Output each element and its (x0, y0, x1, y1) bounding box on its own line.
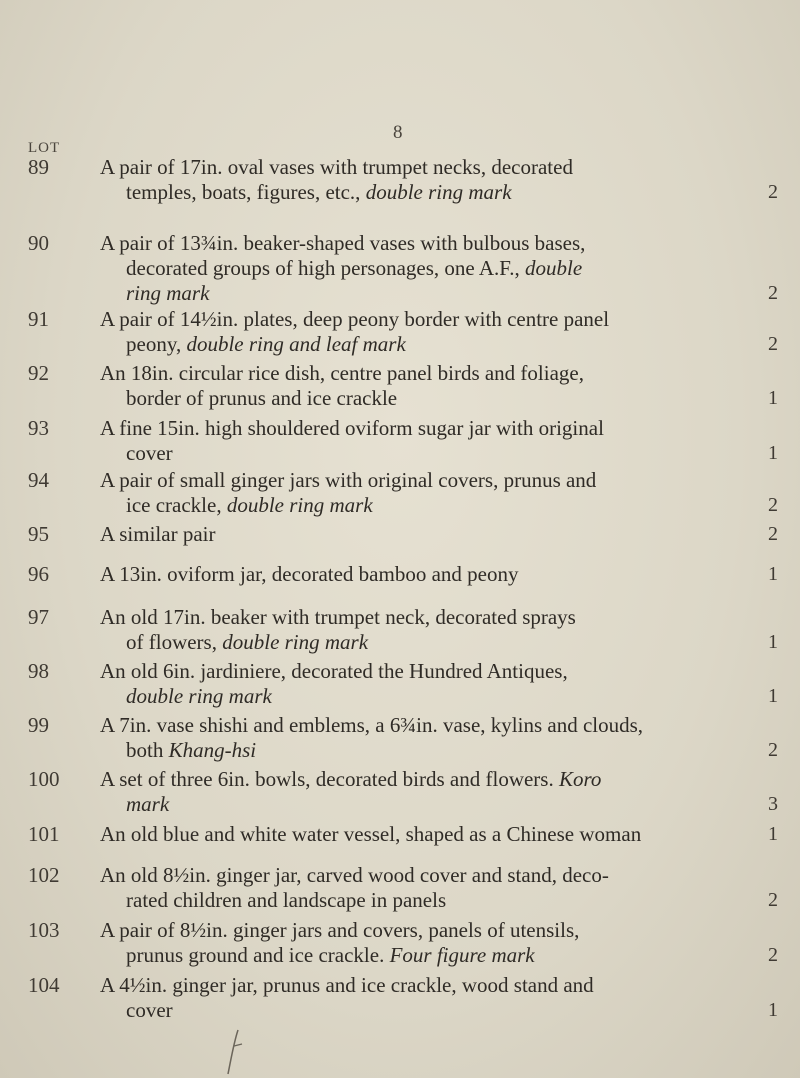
description-line-1: A pair of 8½in. ginger jars and covers, panels of utensils, (100, 918, 580, 942)
description-line-1: A fine 15in. high shouldered oviform sugar jar with original (100, 416, 604, 440)
lot-number: 91 (28, 307, 49, 331)
description-line-1: An old blue and white water vessel, shaped as a Chinese woman (100, 822, 642, 846)
description-line-2-text: peony, (126, 332, 187, 356)
description-line-1: An old 6in. jardiniere, decorated the Hundred Antiques, (100, 659, 568, 683)
lot-number: 98 (28, 659, 49, 683)
description-line-2-text: cover (126, 998, 173, 1022)
lot-description (100, 918, 712, 968)
description-line-2-italic: double ring mark (365, 180, 512, 204)
description-line-2-text: decorated groups of high personages, one A.F., (126, 256, 525, 280)
lot-number: 96 (28, 562, 49, 586)
lot-quantity: 1 (768, 685, 778, 707)
lot-description (100, 468, 712, 518)
description-line-2 (100, 684, 712, 709)
lot-number: 102 (28, 863, 60, 887)
description-line-1: A pair of 14½in. plates, deep peony border with centre panel (100, 307, 610, 331)
lot-quantity: 2 (768, 523, 778, 545)
lot-quantity: 3 (768, 793, 778, 815)
description-line-2-text: border of prunus and ice crackle (126, 386, 398, 410)
lot-description (100, 863, 712, 913)
description-line-2 (100, 630, 712, 655)
description-line-2-text: ice crackle, (126, 493, 227, 517)
page-number: 8 (393, 122, 403, 143)
lot-description (100, 713, 712, 763)
description-line-2-italic: double (524, 256, 583, 280)
lot-quantity: 1 (768, 563, 778, 585)
description-line-1: A set of three 6in. bowls, decorated birds and flowers. (100, 767, 559, 791)
lot-number: 93 (28, 416, 49, 440)
lot-description (100, 605, 712, 655)
description-line-2-text: prunus ground and ice crackle. (126, 943, 390, 967)
description-line-1-italic: Koro (558, 767, 602, 791)
lot-number: 100 (28, 767, 60, 791)
description-line-1: An old 17in. beaker with trumpet neck, decorated sprays (100, 605, 576, 629)
lot-column-header: LOT (28, 140, 61, 156)
description-line-1: A 7in. vase shishi and emblems, a 6¾in. vase, kylins and clouds, (100, 713, 644, 737)
description-line-1: A 13in. oviform jar, decorated bamboo and peony (100, 562, 519, 586)
description-line-1: A pair of 13¾in. beaker-shaped vases with bulbous bases, (100, 231, 586, 255)
description-line-2-italic: double ring mark (226, 493, 373, 517)
description-line-2 (100, 943, 712, 968)
description-line-2-italic: mark (126, 792, 170, 816)
lot-description (100, 973, 712, 1023)
lot-description (100, 361, 712, 411)
description-line-2-text: of flowers, (126, 630, 223, 654)
description-line-3 (100, 281, 712, 306)
lot-number: 94 (28, 468, 49, 492)
lot-number: 90 (28, 231, 49, 255)
description-line-2 (100, 998, 712, 1023)
lot-quantity: 2 (768, 944, 778, 966)
lot-number: 97 (28, 605, 49, 629)
description-line-2-italic: double ring mark (126, 684, 272, 708)
description-line-2 (100, 180, 712, 205)
lot-number: 99 (28, 713, 49, 737)
lot-quantity: 2 (768, 333, 778, 355)
lot-quantity: 1 (768, 387, 778, 409)
description-line-1: A similar pair (100, 522, 216, 546)
description-line-2 (100, 738, 712, 763)
description-line-2 (100, 256, 712, 281)
lot-quantity: 1 (768, 823, 778, 845)
lot-quantity: 1 (768, 442, 778, 464)
lot-quantity: 2 (768, 282, 778, 304)
lot-description (100, 231, 712, 306)
lot-number: 95 (28, 522, 49, 546)
description-line-2-italic: double ring mark (222, 630, 369, 654)
description-line-1: A 4½in. ginger jar, prunus and ice crackle, wood stand and (100, 973, 594, 997)
description-line-2 (100, 386, 712, 411)
lot-description (100, 822, 712, 847)
lot-description (100, 155, 712, 205)
lot-description (100, 659, 712, 709)
lot-quantity: 2 (768, 494, 778, 516)
lot-quantity: 2 (768, 739, 778, 761)
lot-description (100, 522, 712, 547)
description-line-1: A pair of 17in. oval vases with trumpet necks, decorated (100, 155, 573, 179)
lot-quantity: 2 (768, 181, 778, 203)
lot-number: 103 (28, 918, 60, 942)
lot-number: 104 (28, 973, 60, 997)
description-line-2-text: rated children and landscape in panels (126, 888, 447, 912)
lot-number: 92 (28, 361, 49, 385)
description-line-2 (100, 792, 712, 817)
description-line-2-text: cover (126, 441, 173, 465)
description-line-2 (100, 441, 712, 466)
description-line-3-italic: ring mark (126, 281, 210, 305)
pencil-mark-icon (224, 1028, 254, 1078)
lot-number: 101 (28, 822, 60, 846)
description-line-2 (100, 888, 712, 913)
description-line-1: An old 8½in. ginger jar, carved wood cover and stand, deco- (100, 863, 609, 887)
lot-description (100, 767, 712, 817)
description-line-1: An 18in. circular rice dish, centre panel birds and foliage, (100, 361, 584, 385)
lot-description (100, 307, 712, 357)
description-line-1: A pair of small ginger jars with original covers, prunus and (100, 468, 597, 492)
description-line-2-text: temples, boats, figures, etc., (126, 180, 366, 204)
description-line-2-text: both (126, 738, 169, 762)
description-line-2-italic: Four figure mark (389, 943, 535, 967)
lot-quantity: 1 (768, 631, 778, 653)
lot-description (100, 416, 712, 466)
description-line-2 (100, 332, 712, 357)
lot-quantity: 1 (768, 999, 778, 1021)
lot-quantity: 2 (768, 889, 778, 911)
description-line-2-italic: Khang-hsi (168, 738, 257, 762)
lot-number: 89 (28, 155, 49, 179)
description-line-2-italic: double ring and leaf mark (186, 332, 406, 356)
lot-description (100, 562, 712, 587)
description-line-2 (100, 493, 712, 518)
